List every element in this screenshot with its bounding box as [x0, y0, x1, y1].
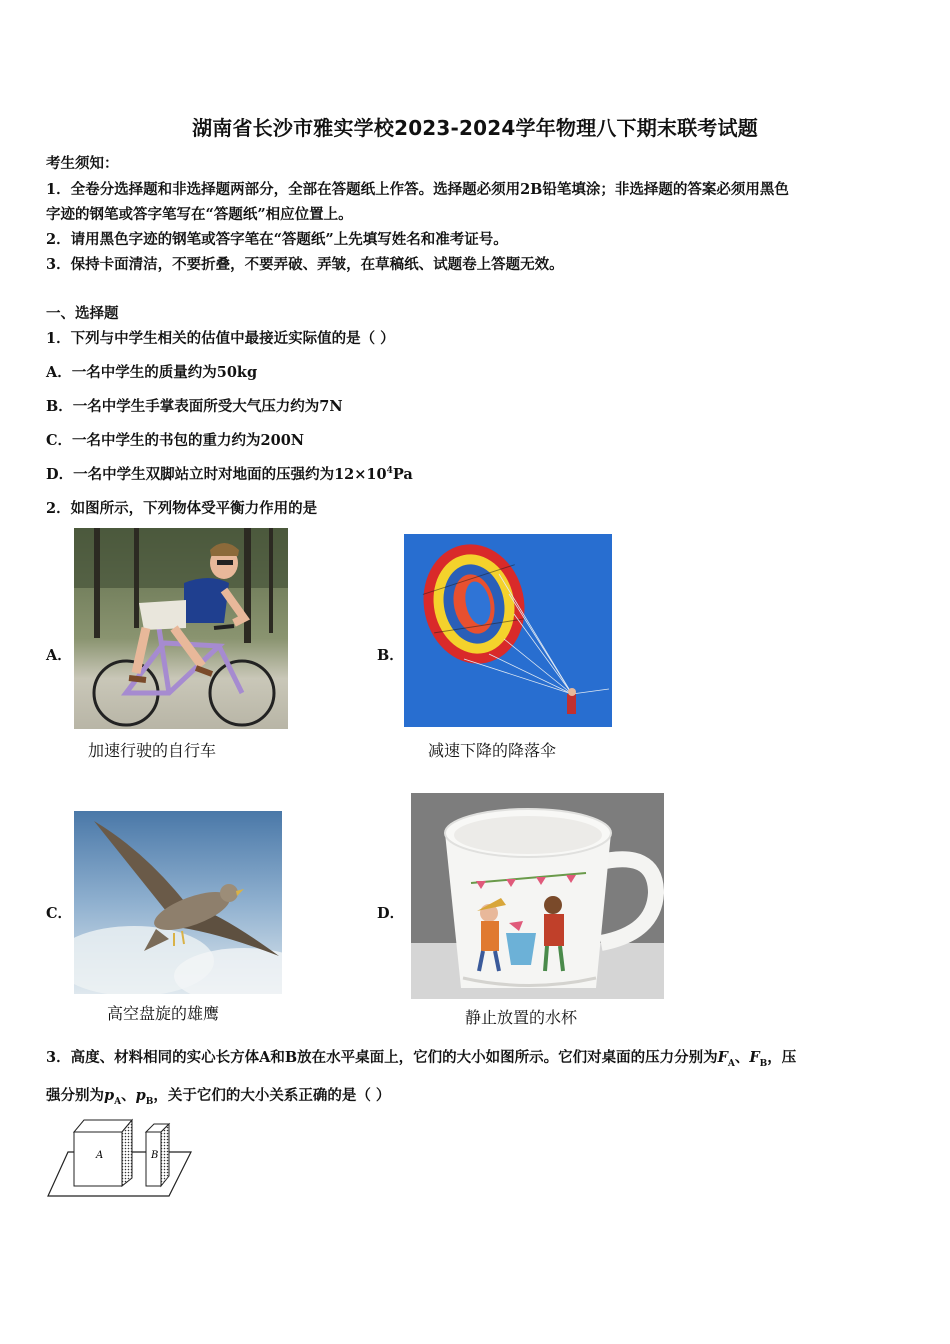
notice-item-3: 3．保持卡面清洁，不要折叠，不要弄破、弄皱，在草稿纸、试题卷上答题无效。 — [46, 256, 564, 273]
q3-sep-2: 、 — [121, 1087, 136, 1104]
q1-option-d-text: D．一名中学生双脚站立时对地面的压强约为12×10 — [46, 466, 387, 483]
q2-option-b-caption: 减速下降的降落伞 — [428, 741, 557, 760]
notice-heading: 考生须知： — [46, 155, 119, 172]
cup-photo — [411, 793, 664, 999]
q3-text-2: ，压 — [767, 1049, 797, 1066]
q3-pressure-a-sub: A — [114, 1096, 122, 1107]
notice-item-2: 2．请用黑色字迹的钢笔或答字笔在“答题纸”上先填写姓名和准考证号。 — [46, 231, 508, 248]
q2-option-d-caption: 静止放置的水杯 — [465, 1008, 578, 1027]
q2-option-d-label: D． — [377, 905, 405, 922]
block-a-label: A — [96, 1150, 104, 1161]
q1-option-d — [46, 463, 413, 484]
q2-option-c-caption: 高空盘旋的雄鹰 — [107, 1004, 220, 1023]
q3-force-a-sub: A — [727, 1058, 735, 1069]
q1-option-d-exponent: 4 — [386, 466, 393, 477]
q3-stem-line-2 — [46, 1084, 390, 1107]
q3-force-b: F — [749, 1049, 760, 1066]
q3-pressure-a: p — [104, 1087, 115, 1104]
q3-pressure-b: p — [135, 1087, 146, 1104]
q3-sep-1: 、 — [734, 1049, 750, 1066]
q1-option-c: C．一名中学生的书包的重力约为200N — [46, 432, 305, 449]
q3-force-a: F — [717, 1049, 728, 1066]
q2-option-b-label: B． — [377, 647, 404, 664]
q2-option-c-label: C． — [46, 905, 73, 922]
q3-force-b-sub: B — [759, 1058, 768, 1069]
eagle-photo — [74, 811, 282, 994]
notice-item-1-line-1: 1．全卷分选择题和非选择题两部分，全部在答题纸上作答。选择题必须用2B铅笔填涂；非选择题的答案必须用黑色 — [46, 181, 789, 198]
q1-stem: 1．下列与中学生相关的估值中最接近实际值的是（ ） — [46, 330, 395, 347]
section-heading: 一、选择题 — [46, 305, 119, 322]
q2-stem: 2．如图所示，下列物体受平衡力作用的是 — [46, 500, 318, 517]
q1-option-a: A．一名中学生的质量约为50kg — [46, 364, 258, 381]
q1-option-d-unit: Pa — [392, 466, 413, 483]
q3-text-3: 强分别为 — [46, 1087, 104, 1104]
bicycle-photo — [74, 528, 288, 729]
parachute-photo — [404, 534, 612, 727]
block-b-label: B — [151, 1150, 159, 1161]
q3-diagram — [46, 1114, 196, 1204]
page-title: 湖南省长沙市雅实学校2023-2024学年物理八下期末联考试题 — [192, 116, 758, 140]
q2-option-a-caption: 加速行驶的自行车 — [88, 741, 217, 760]
q3-text-1: 3．高度、材料相同的实心长方体A和B放在水平桌面上，它们的大小如图所示。它们对桌面的压力分别为 — [46, 1049, 718, 1066]
q3-text-4: ，关于它们的大小关系正确的是（ ） — [153, 1087, 391, 1104]
q1-option-b: B．一名中学生手掌表面所受大气压力约为7N — [46, 398, 343, 415]
q3-stem-line-1 — [46, 1046, 796, 1069]
notice-item-1-line-2: 字迹的钢笔或答字笔写在“答题纸”相应位置上。 — [46, 206, 353, 223]
q3-pressure-b-sub: B — [145, 1096, 154, 1107]
q2-option-a-label: A． — [46, 647, 72, 664]
